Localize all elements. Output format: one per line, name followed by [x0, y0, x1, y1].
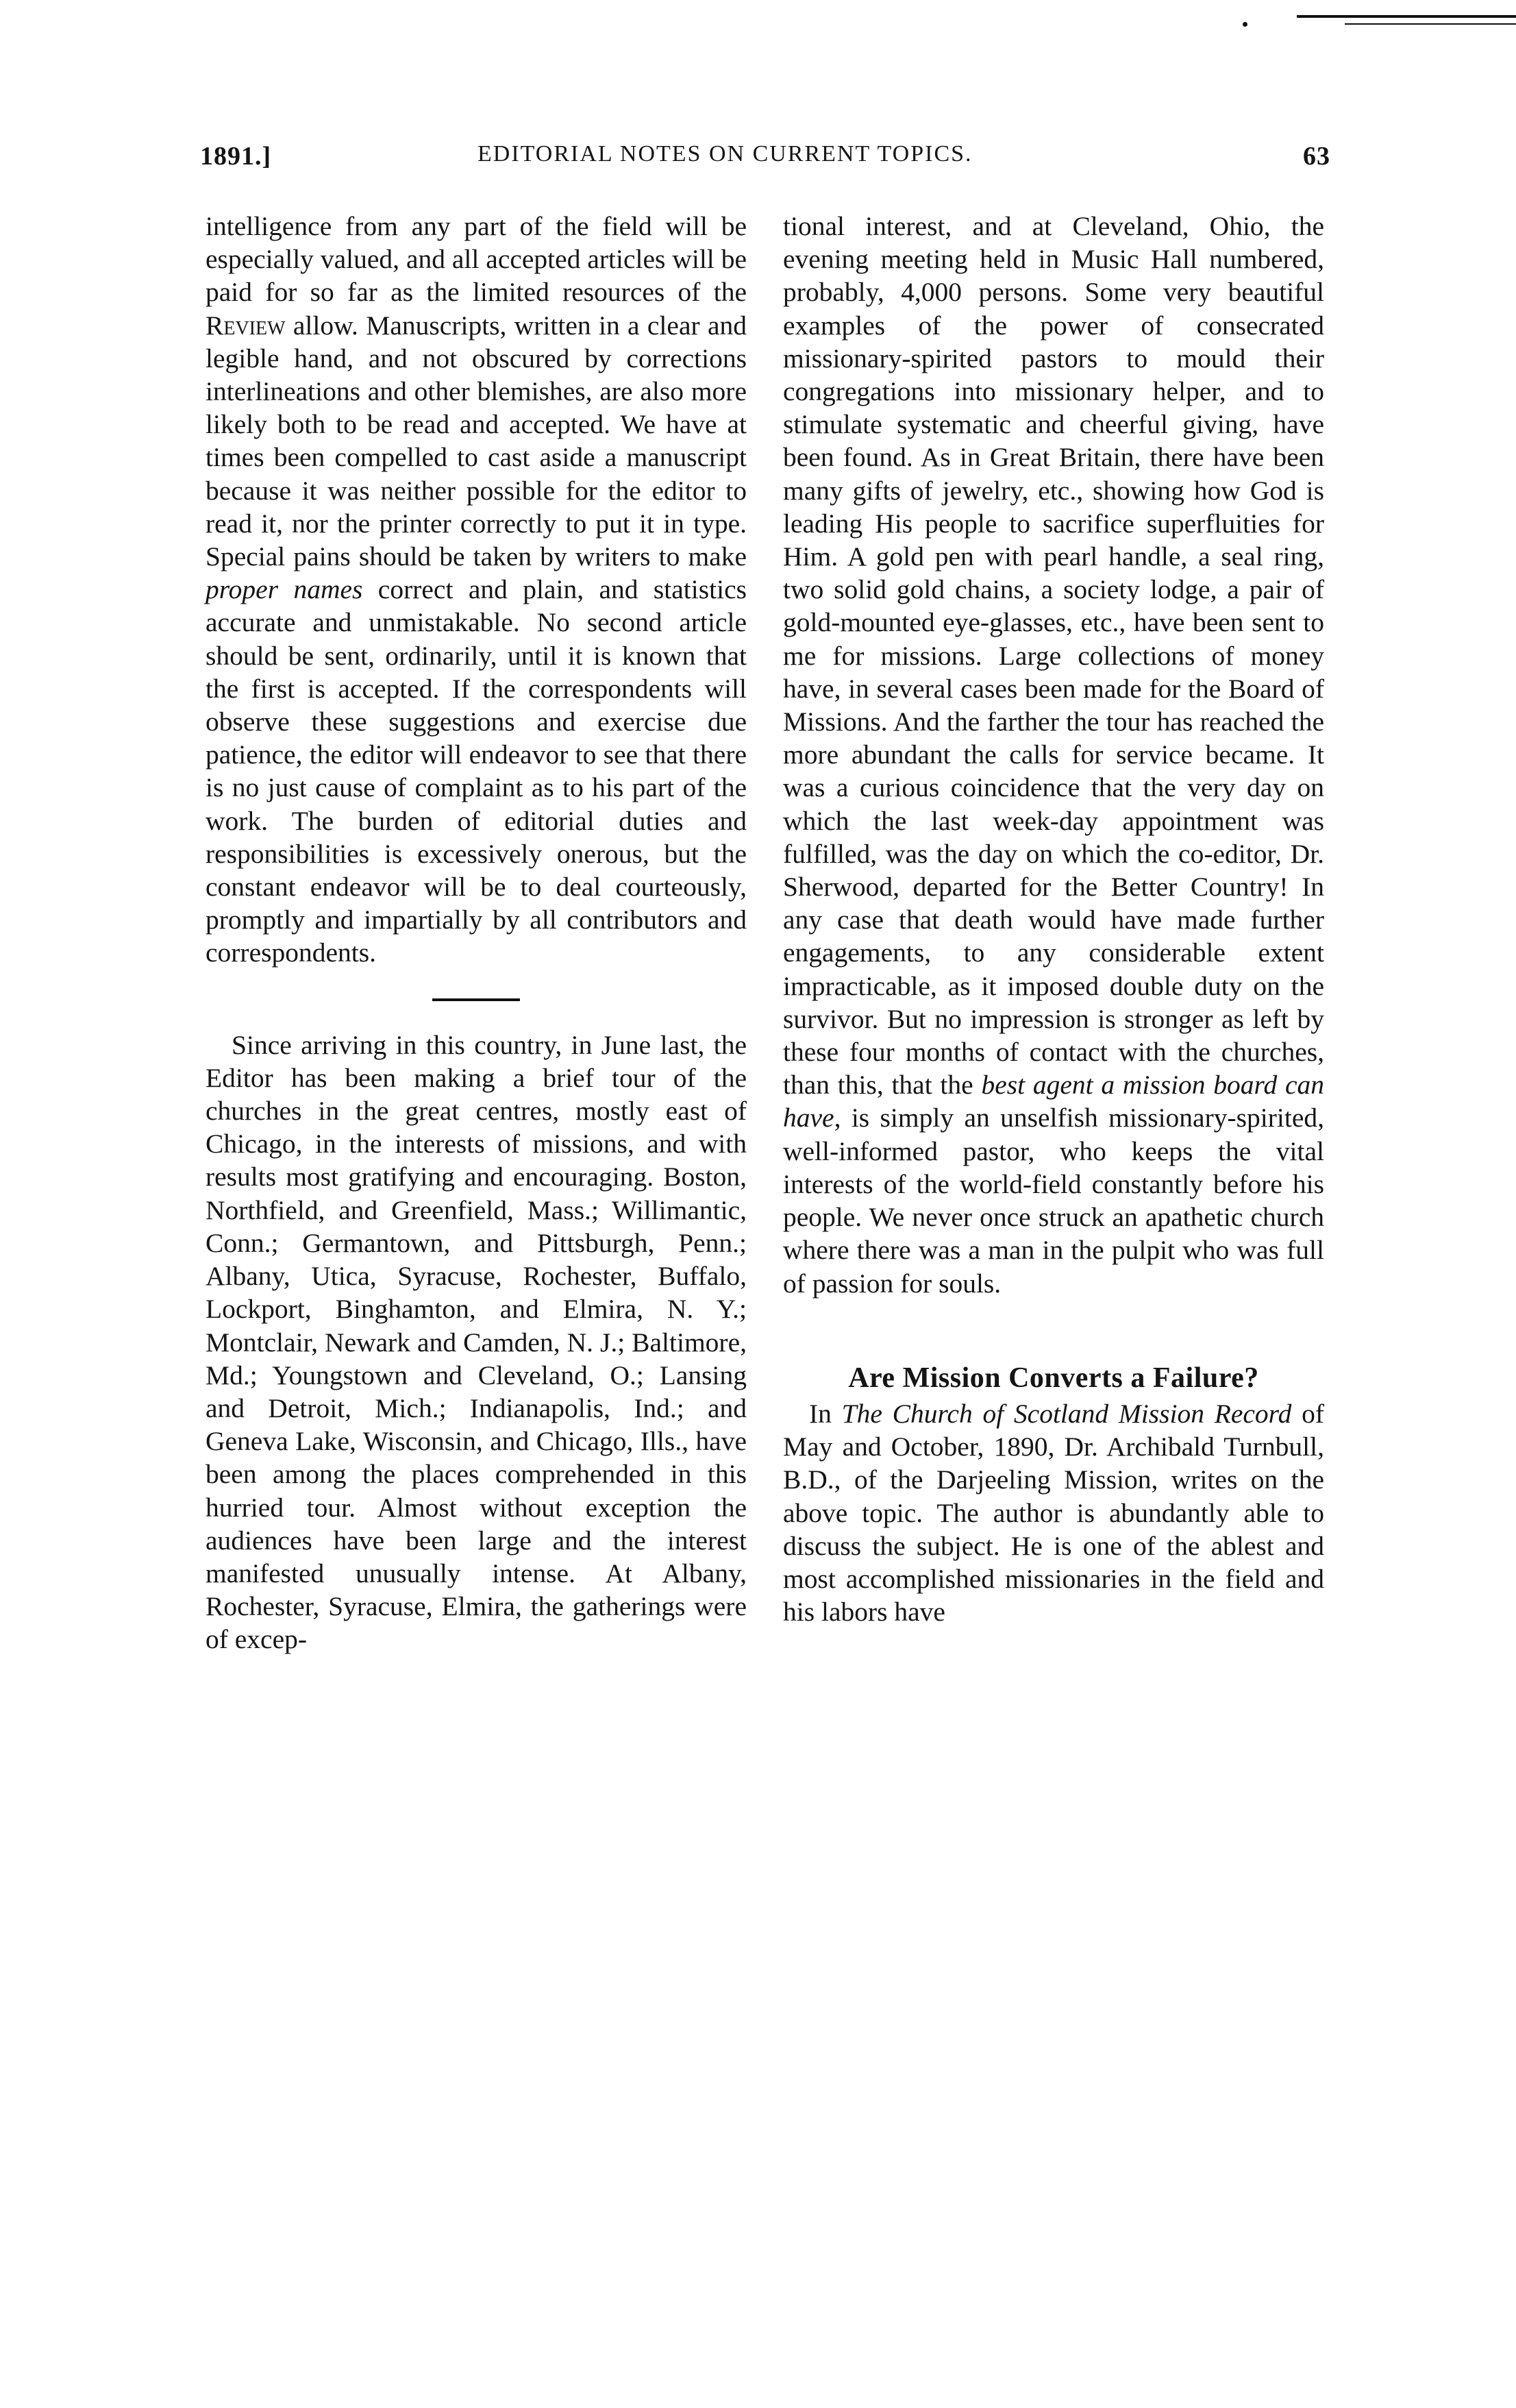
proper-names-emphasis: proper names	[206, 574, 363, 605]
top-corner-dot	[1243, 22, 1247, 27]
best-agent-emphasis: best agent a mission board can have	[783, 1070, 1324, 1133]
review-name: Review	[206, 310, 286, 341]
page-number: 63	[1303, 142, 1330, 171]
paragraph-contributor-guidelines	[206, 210, 747, 970]
paragraph-tour-continued	[783, 210, 1324, 1300]
header-title: EDITORIAL NOTES ON CURRENT TOPICS.	[477, 141, 973, 167]
text-run: correct and plain, and statistics accurate and unmistakable. No second article should be sent, ordinarily, until it is known that the first is accepted. If the correspondents will observe these suggestions and exercise due patience, the editor will endeavor to see that there is no just cause of complaint as to his part of the work. The burden of editorial duties and responsibilities is excessively onerous, but the constant endeavor will be to deal courteously, promptly and impartially by all contributors and correspondents.	[206, 574, 747, 968]
paragraph-editor-tour: Since arriving in this country, in June last, the Editor has been making a brief tour of the churches in the great centres, mostly east of Chicago, in the interests of missions, and with results most gratifying and encouraging. Boston, Northfield, and Greenfield, Mass.; Willimantic, Conn.; Germantown, and Pittsburgh, Penn.; Albany, Utica, Syracuse, Rochester, Buffalo, Lockport, Binghamton, and Elmira, N. Y.; Montclair, Newark and Camden, N. J.; Baltimore, Md.; Youngstown and Cleveland, O.; Lansing and Detroit, Mich.; Indianapolis, Ind.; and Geneva Lake, Wisconsin, and Chicago, Ills., have been among the places comprehended in this hurried tour. Almost without exception the audiences have been large and the interest manifested unusually intense. At Albany, Rochester, Syracuse, Elmira, the gatherings were of excep-	[206, 1029, 747, 1655]
section-heading: Are Mission Converts a Failure?	[848, 1362, 1259, 1394]
text-run: allow. Manuscripts, written in a clear and legible hand, and not obscured by corrections interlineations and other blemishes, are also more likely both to be read and accepted. We have at times been compelled to cast aside a manuscript because it was neither possible for the editor to read it, nor the printer correctly to put it in type. Special pains should be taken by writers to make	[206, 310, 747, 572]
text-run: tional interest, and at Cleveland, Ohio, the evening meeting held in Music Hall numbered, probably, 4,000 persons. Some very beautiful examples of the power of consecrated missionary-spirited pastors to mould their congregations into missionary helper, and to stimulate systematic and cheerful giving, have been found. As in Great Britain, there have been many gifts of jewelry, etc., showing how God is leading His people to sacrifice superfluities for Him. A gold pen with pearl handle, a seal ring, two solid gold chains, a society lodge, a pair of gold-mounted eye-glasses, etc., have been sent to me for missions. Large collections of money have, in several cases been made for the Board of Missions. And the farther the tour has reached the more abundant the calls for service became. It was a curious coincidence that the very day on which the last week-day appointment was fulfilled, was the day on which the co-editor, Dr. Sherwood, departed for the Better Country! In any case that death would have made further engagements, to any considerable extent impracticable, as it imposed double duty on the survivor. But no impression is stronger as left by these four months of contact with the churches, than this, that the	[783, 211, 1324, 1101]
running-header	[200, 141, 1330, 182]
section-divider	[432, 998, 520, 1001]
paragraph-mission-converts	[783, 1397, 1324, 1628]
text-run: of May and October, 1890, Dr. Archibald Turnbull, B.D., of the Darjeeling Mission, writes on the above topic. The author is abundantly able to discuss the subject. He is one of the ablest and most accomplished missionaries in the field and his labors have	[783, 1398, 1324, 1627]
top-corner-rule	[1297, 15, 1516, 18]
text-run: , is simply an unselfish missionary-spirited, well-informed pastor, who keeps the vital interests of the world-field constantly before his people. We never once struck an apathetic church where there was a man in the pulpit who was full of passion for souls.	[783, 1103, 1324, 1299]
top-corner-rule-thin	[1345, 23, 1516, 25]
left-column	[206, 210, 747, 1656]
text-run: intelligence from any part of the field will be especially valued, and all accepted articles will be paid for so far as the limited resources of the	[206, 211, 747, 308]
publication-title: The Church of Scotland Mission Record	[841, 1398, 1292, 1429]
text-run: In	[809, 1398, 842, 1429]
header-year: 1891.]	[200, 142, 272, 171]
right-column	[783, 210, 1324, 1628]
section-spacer	[783, 1300, 1324, 1362]
